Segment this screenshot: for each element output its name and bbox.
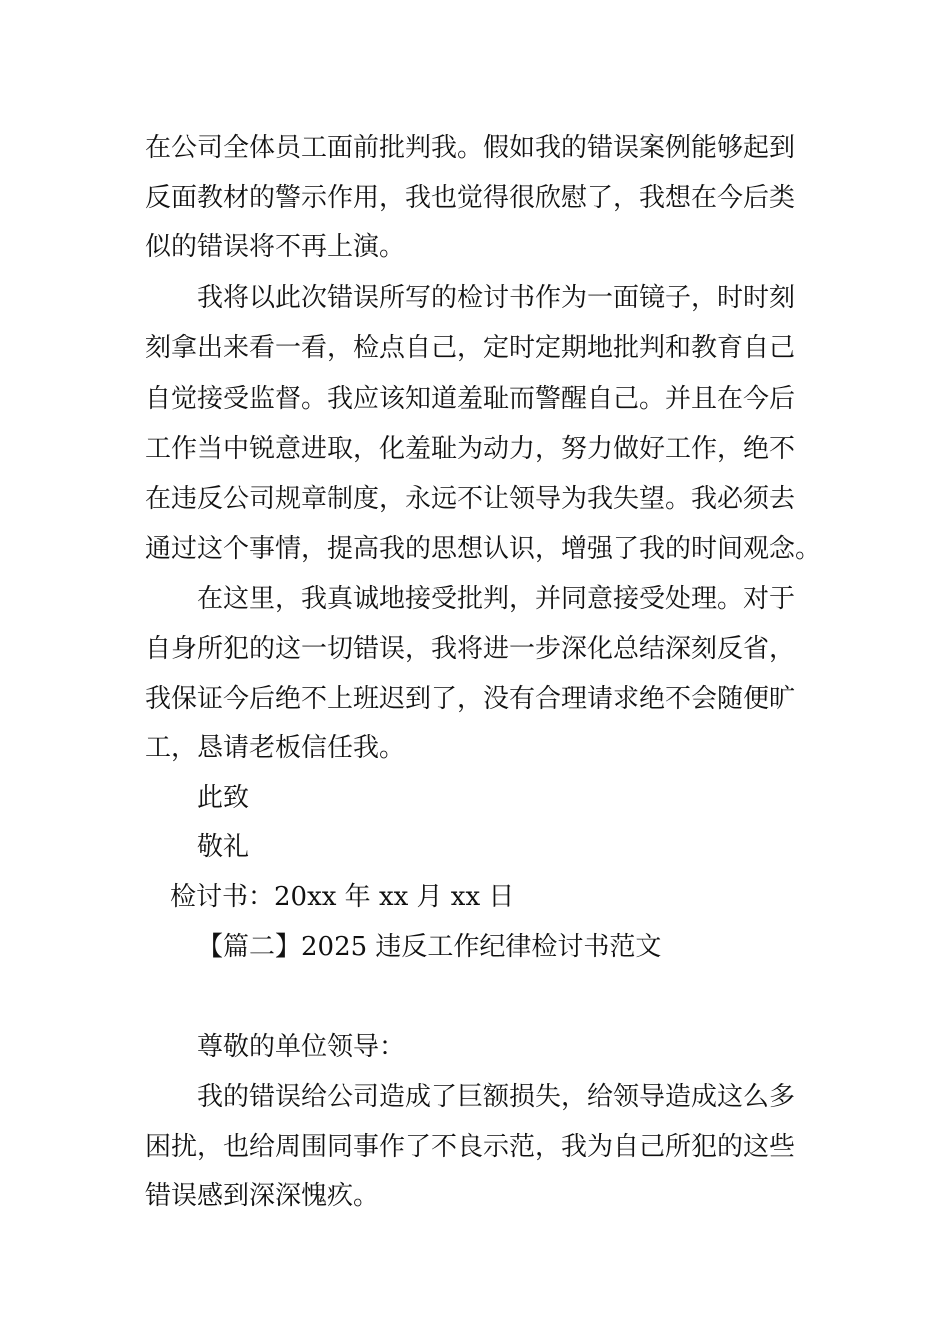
paragraph-line: 似的错误将不再上演。 bbox=[145, 232, 406, 262]
paragraph-line: 自觉接受监督。我应该知道羞耻而警醒自己。并且在今后 bbox=[145, 384, 796, 414]
greeting: 尊敬的单位领导： bbox=[197, 1032, 406, 1062]
signature-date: 检讨书：20xx 年 xx 月 xx 日 bbox=[170, 882, 515, 912]
paragraph-line: 刻拿出来看一看，检点自己，定时定期地批判和教育自己 bbox=[145, 333, 796, 363]
section-title: 【篇二】2025 违反工作纪律检讨书范文 bbox=[197, 932, 662, 962]
paragraph-line: 在违反公司规章制度，永远不让领导为我失望。我必须去 bbox=[145, 484, 796, 514]
paragraph-line: 我将以此次错误所写的检讨书作为一面镜子，时时刻 bbox=[197, 283, 796, 313]
paragraph-line: 工作当中锐意进取，化羞耻为动力，努力做好工作，绝不 bbox=[145, 434, 796, 464]
paragraph-line: 在公司全体员工面前批判我。假如我的错误案例能够起到 bbox=[145, 133, 796, 163]
paragraph-line: 我保证今后绝不上班迟到了，没有合理请求绝不会随便旷 bbox=[145, 684, 796, 714]
paragraph-line: 通过这个事情，提高我的思想认识，增强了我的时间观念。 bbox=[145, 534, 822, 564]
paragraph-line: 反面教材的警示作用，我也觉得很欣慰了，我想在今后类 bbox=[145, 183, 796, 213]
paragraph-line: 在这里，我真诚地接受批判，并同意接受处理。对于 bbox=[197, 584, 796, 614]
paragraph-line: 错误感到深深愧疚。 bbox=[145, 1181, 380, 1211]
paragraph-line: 工，恳请老板信任我。 bbox=[145, 733, 406, 763]
closing-salute-1: 此致 bbox=[197, 783, 250, 813]
paragraph-line: 我的错误给公司造成了巨额损失，给领导造成这么多 bbox=[197, 1082, 796, 1112]
closing-salute-2: 敬礼 bbox=[197, 832, 250, 862]
paragraph-line: 困扰，也给周围同事作了不良示范，我为自己所犯的这些 bbox=[145, 1132, 796, 1162]
paragraph-line: 自身所犯的这一切错误，我将进一步深化总结深刻反省， bbox=[145, 634, 796, 664]
